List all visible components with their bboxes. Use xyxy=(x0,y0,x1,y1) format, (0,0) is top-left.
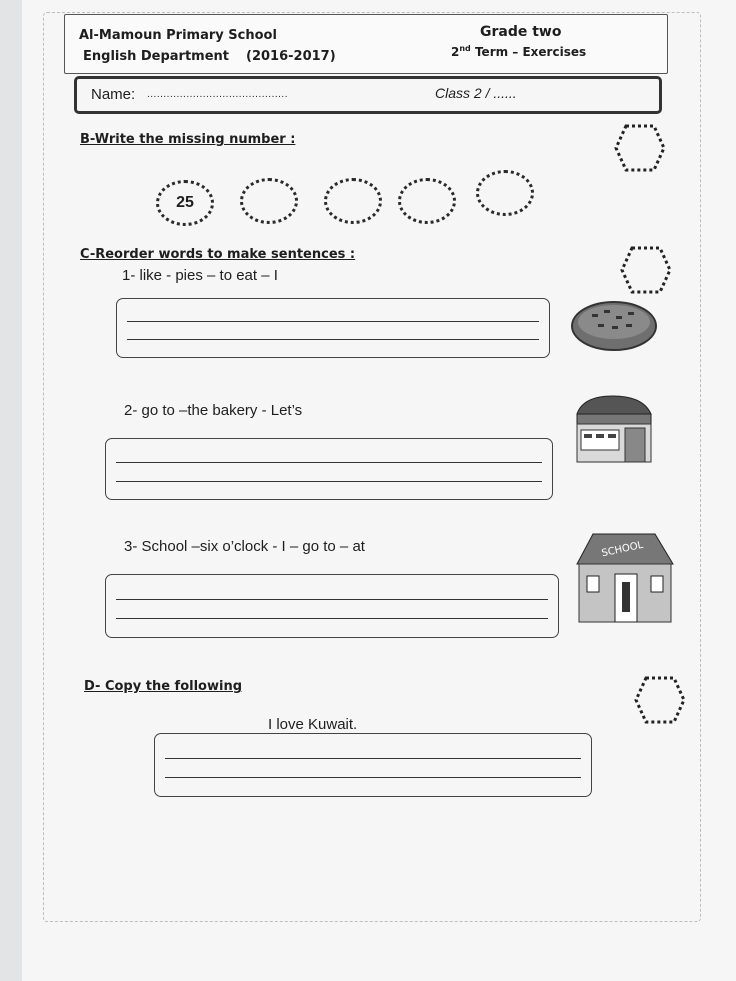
name-label: Name: xyxy=(91,86,136,103)
class-label: Class 2 / ...... xyxy=(435,85,517,101)
grade-label: Grade two xyxy=(480,24,562,40)
number-oval-5[interactable] xyxy=(476,170,534,216)
hexagon-mark-icon xyxy=(632,672,688,728)
section-b-title: B-Write the missing number : xyxy=(80,132,296,147)
number-oval-2[interactable] xyxy=(240,178,298,224)
pie-image xyxy=(570,298,658,352)
answer-box-2[interactable] xyxy=(105,438,553,500)
number-oval-1: 25 xyxy=(156,180,214,226)
school-name: Al-Mamoun Primary School xyxy=(79,28,277,43)
sentence-item-3: 3- School –six o’clock - I – go to – at xyxy=(124,538,365,555)
number-oval-4[interactable] xyxy=(398,178,456,224)
section-d-title: D- Copy the following xyxy=(84,679,242,694)
sentence-item-1: 1- like - pies – to eat – I xyxy=(122,267,278,284)
section-c-title: C-Reorder words to make sentences : xyxy=(80,247,356,262)
number-oval-3[interactable] xyxy=(324,178,382,224)
school-sign-text: SCHOOL xyxy=(600,539,645,560)
answer-box-1[interactable] xyxy=(116,298,550,358)
sentence-item-2: 2- go to –the bakery - Let’s xyxy=(124,402,303,419)
name-class-box xyxy=(74,76,662,114)
term-label: 2nd Term – Exercises xyxy=(451,44,587,59)
department-name: English Department xyxy=(83,49,230,64)
hexagon-mark-icon xyxy=(618,242,674,298)
copy-answer-box[interactable] xyxy=(154,733,592,797)
answer-box-3[interactable] xyxy=(105,574,559,638)
school-building-image xyxy=(575,530,675,628)
school-year: (2016-2017) xyxy=(246,49,336,64)
header-box xyxy=(64,14,668,74)
copy-sentence: I love Kuwait. xyxy=(268,716,358,733)
name-field[interactable]: ........................................... xyxy=(147,89,288,100)
hexagon-mark-icon xyxy=(612,120,668,176)
bakery-image xyxy=(573,394,653,464)
